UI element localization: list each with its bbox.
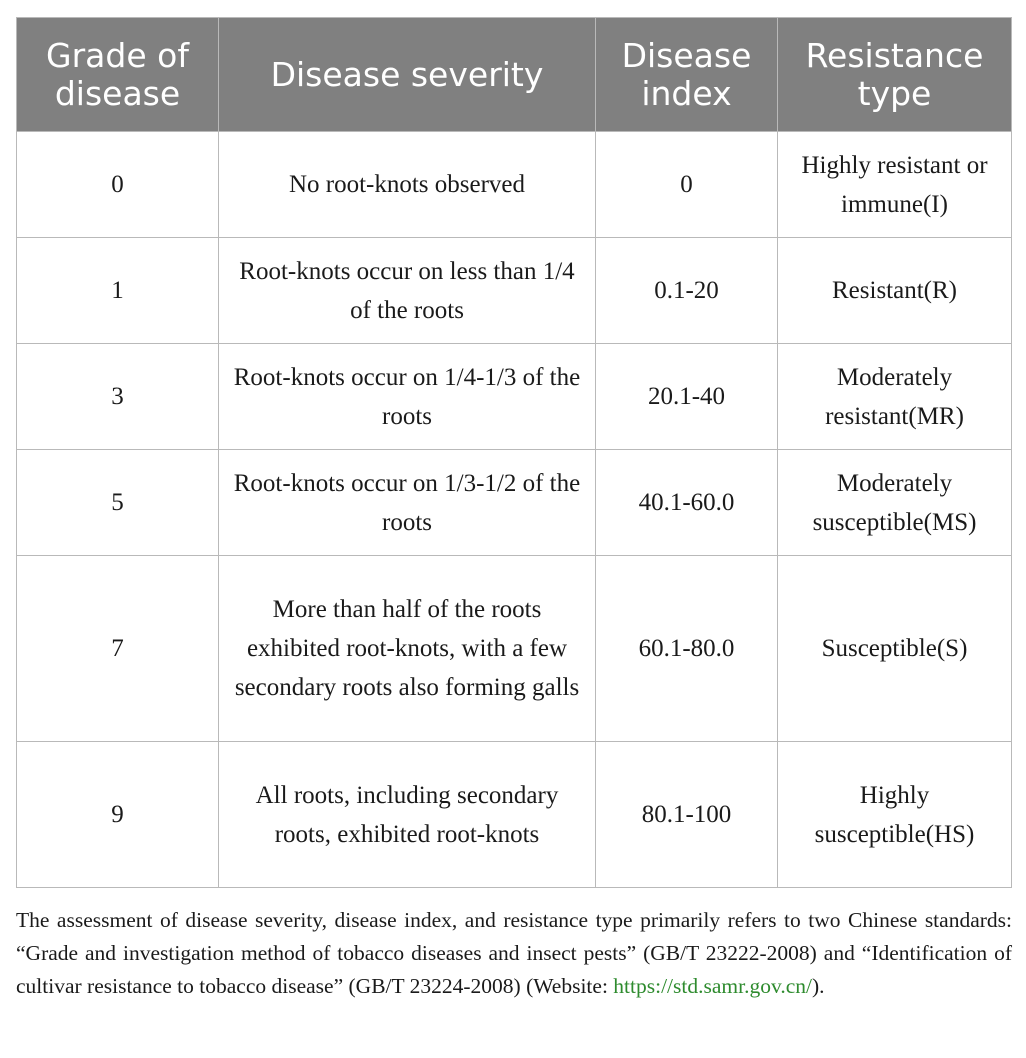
cell-grade: 1 [17, 238, 219, 344]
table-row [17, 450, 1012, 556]
cell-index: 0.1-20 [596, 238, 778, 344]
cell-severity: No root-knots observed [219, 132, 596, 238]
cell-resistance: Susceptible(S) [778, 556, 1012, 742]
cell-grade: 7 [17, 556, 219, 742]
header-resistance-type: Resistance type [778, 18, 1012, 132]
cell-resistance: Highly susceptible(HS) [778, 742, 1012, 888]
cell-severity: Root-knots occur on 1/4-1/3 of the roots [219, 344, 596, 450]
cell-severity: All roots, including secondary roots, exhibited root-knots [219, 742, 596, 888]
table-footnote [16, 904, 1012, 1003]
cell-resistance: Resistant(R) [778, 238, 1012, 344]
standards-website-link[interactable]: https://std.samr.gov.cn/ [613, 974, 812, 998]
cell-severity: Root-knots occur on less than 1/4 of the roots [219, 238, 596, 344]
cell-resistance: Moderately resistant(MR) [778, 344, 1012, 450]
cell-resistance: Highly resistant or immune(I) [778, 132, 1012, 238]
cell-grade: 0 [17, 132, 219, 238]
table-row [17, 344, 1012, 450]
footnote-text: The assessment of disease severity, disease index, and resistance type primarily refers to two Chinese standards: “Grade and investigation method of tobacco diseases and insect pests” (GB/T 23222-2008) and “Identification of cultivar resistance to tobacco disease” (GB/T 23224-2008) (Website: [16, 908, 1012, 998]
cell-grade: 3 [17, 344, 219, 450]
table-row [17, 742, 1012, 888]
cell-severity: More than half of the roots exhibited root-knots, with a few secondary roots also forming galls [219, 556, 596, 742]
disease-grade-table [16, 17, 1012, 888]
cell-index: 40.1-60.0 [596, 450, 778, 556]
cell-grade: 5 [17, 450, 219, 556]
disease-grade-table-container [16, 17, 1011, 888]
cell-index: 80.1-100 [596, 742, 778, 888]
table-row [17, 132, 1012, 238]
cell-severity: Root-knots occur on 1/3-1/2 of the roots [219, 450, 596, 556]
table-row [17, 556, 1012, 742]
cell-resistance: Moderately susceptible(MS) [778, 450, 1012, 556]
table-header-row [17, 18, 1012, 132]
cell-index: 20.1-40 [596, 344, 778, 450]
table-row [17, 238, 1012, 344]
cell-grade: 9 [17, 742, 219, 888]
header-disease-severity: Disease severity [219, 18, 596, 132]
cell-index: 60.1-80.0 [596, 556, 778, 742]
header-disease-index: Disease index [596, 18, 778, 132]
header-grade-of-disease: Grade of disease [17, 18, 219, 132]
footnote-suffix: ). [811, 974, 825, 998]
cell-index: 0 [596, 132, 778, 238]
